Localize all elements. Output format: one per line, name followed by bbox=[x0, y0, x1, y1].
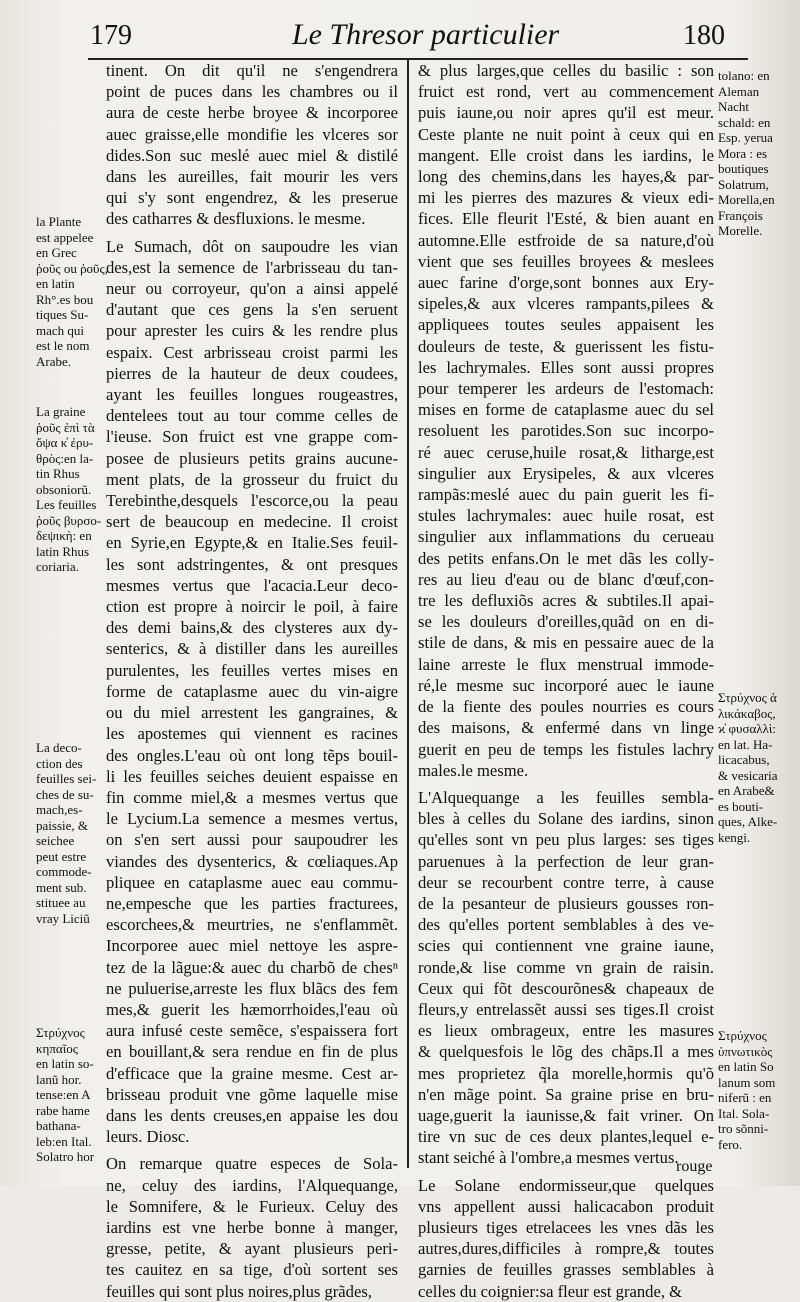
margin-note-line: ction des bbox=[36, 755, 83, 771]
text-line: escorchees,& meurtries, ne s'enflammẽt. bbox=[106, 915, 398, 935]
margin-note-line: λικάκαβος, bbox=[718, 705, 776, 721]
margin-note-line: Solatro hor bbox=[36, 1149, 95, 1164]
text-line: dides.Son suc meslé auec miel & distilé bbox=[106, 145, 398, 165]
margin-note-line: θρὸς:en la- bbox=[36, 450, 94, 466]
text-line: dans les aureilles, fait mourir les vers bbox=[106, 167, 398, 187]
margin-note-line: La deco- bbox=[36, 740, 82, 755]
margin-note-somnifere bbox=[718, 1028, 798, 1152]
margin-note-line: δεψικὴ: en bbox=[36, 528, 92, 543]
margin-note-line: Mora : es bbox=[718, 145, 768, 161]
text-line: automne.Elle estfroide de sa nature,d'où bbox=[418, 230, 714, 250]
margin-note-sumach-decoction bbox=[36, 740, 106, 926]
margin-note-solanum-names bbox=[718, 68, 798, 239]
margin-note-line: ὑπνωτικὸς bbox=[718, 1043, 773, 1059]
margin-note-line: latin Rhus bbox=[36, 543, 90, 559]
margin-note-line: ῥοῦς ἐπὶ τὰ bbox=[36, 419, 95, 435]
text-line: aura infusé ceste semẽce, s'espaissera fort bbox=[106, 1021, 398, 1041]
text-line: fruict est rond, vert au commencement bbox=[418, 82, 714, 102]
text-line: appliquees toutes seules appaisent les bbox=[418, 315, 714, 335]
margin-note-line: es bouti- bbox=[718, 798, 764, 814]
text-line: li les feuilles seiches deuient espaisse en bbox=[106, 766, 398, 786]
text-line: pliquee en cataplasme auec eau commu- bbox=[106, 872, 398, 892]
text-line: mes,& guerit les hæmorrhoides,l'eau où bbox=[106, 999, 398, 1019]
margin-note-line: en latin So bbox=[718, 1059, 774, 1074]
text-line: gresse, petite, & ayant plusieurs peri- bbox=[106, 1239, 398, 1259]
margin-note-line: niferũ : en bbox=[718, 1090, 772, 1105]
text-line: auec graisse,elle mondifie les vlceres sor bbox=[106, 124, 398, 144]
text-line: ne puluerise,arreste les flux blãcs des fem bbox=[106, 978, 398, 998]
text-line: Le Sumach, dôt on saupoudre les vian bbox=[106, 236, 398, 256]
margin-note-line: coriaria. bbox=[36, 559, 79, 574]
text-line: scies qui contiennent vne graine iaune, bbox=[418, 936, 714, 956]
text-column-left bbox=[106, 60, 398, 1302]
margin-note-line: lanũ hor. bbox=[36, 1071, 82, 1087]
margin-note-line: Morelle. bbox=[718, 223, 763, 238]
text-line: forme de cataplasme auec du vin-aigre bbox=[106, 681, 398, 701]
margin-note-line: paissie, & bbox=[36, 817, 88, 833]
text-line: n'en mãge point. Sa graine prise en bru- bbox=[418, 1084, 714, 1104]
text-line: en Syrie,en Egypte,& en Italie.Ses feuil- bbox=[106, 533, 398, 553]
margin-note-line: peut estre bbox=[36, 848, 87, 864]
text-line: tire vn suc de ces deux plantes,lequel e- bbox=[418, 1127, 714, 1147]
text-line: es lieux ombrageux, entre les masures bbox=[418, 1021, 714, 1041]
text-line: ou du miel arrestent les gangraines, & bbox=[106, 703, 398, 723]
margin-note-line: Solatrum, bbox=[718, 176, 769, 192]
text-line: laine arreste le flux menstrual immode- bbox=[418, 654, 714, 674]
running-title: Le Thresor particulier bbox=[292, 18, 560, 51]
text-line: dentelees tout au tour comme celles de bbox=[106, 406, 398, 426]
margin-note-line: lanum som bbox=[718, 1074, 776, 1090]
margin-note-line: en lat. Ha- bbox=[718, 736, 773, 752]
margin-note-line: leb:en Ital. bbox=[36, 1133, 92, 1149]
margin-note-line: ῥοῦς ou ῥοῦς, bbox=[36, 260, 108, 276]
text-line: des maisons, & enfermé dans vn linge bbox=[418, 718, 714, 738]
text-line: le Somnifere, & le Furieux. Celuy des bbox=[106, 1196, 398, 1216]
text-line: senterics, & à distiller dans les aureilles bbox=[106, 639, 398, 659]
text-line: ne, celuy des iardins, l'Alquequange, bbox=[106, 1175, 398, 1195]
text-line: aura de ceste herbe broyee & incorporee bbox=[106, 103, 398, 123]
text-line: paruenues à la perfection de leur gran- bbox=[418, 851, 714, 871]
margin-note-line: ῥοῦς βυρσο- bbox=[36, 512, 102, 528]
text-line: brisseau produit vne gõme laquelle mise bbox=[106, 1084, 398, 1104]
text-line: On remarque quatre especes de Sola- bbox=[106, 1154, 398, 1174]
text-line: les sont adstringentes, & ont presques bbox=[106, 554, 398, 574]
text-line: puis iaune,ou noir apres qu'il est meur. bbox=[418, 103, 714, 123]
margin-note-line: vray Liciũ bbox=[36, 910, 90, 926]
text-line: & plus larges,que celles du basilic : son bbox=[418, 61, 714, 80]
text-line: Incorporee auec miel nettoye les aspre- bbox=[106, 936, 398, 956]
column-divider bbox=[407, 60, 409, 1168]
text-line: l'ieuse. Son fruict est vne grappe com- bbox=[106, 427, 398, 447]
margin-note-line: Arabe. bbox=[36, 353, 72, 369]
text-line: dans les dents creuses,en appaise les dou bbox=[106, 1105, 398, 1125]
text-line: deur se recourbent contre terre, à cause bbox=[418, 872, 714, 892]
text-line: males.le mesme. bbox=[418, 760, 529, 780]
margin-note-line: licacabus, bbox=[718, 752, 770, 767]
margin-note-line: ques, Alke- bbox=[718, 814, 778, 829]
text-line: mi les pierres des mazures & vieux edi- bbox=[418, 188, 714, 208]
text-line: des,est la semence de l'arbrisseau du tan- bbox=[106, 257, 398, 277]
text-line: sert de beaucoup en medecine. Il croist bbox=[106, 512, 398, 532]
text-line: leurs. Diosc. bbox=[106, 1127, 190, 1147]
margin-note-line: ϰ̓ φυσαλλὶ: bbox=[718, 721, 777, 736]
text-line: de la pesanteur de plusieurs gousses ron- bbox=[418, 893, 714, 913]
text-line: posee de plusieurs petits grains aucune- bbox=[106, 448, 398, 468]
text-line: fin comme miel,& a mesmes vertus que bbox=[106, 787, 398, 807]
margin-note-line: la Plante bbox=[36, 214, 82, 229]
margin-note-line: mach qui bbox=[36, 322, 85, 338]
margin-note-line: Nacht bbox=[718, 99, 750, 114]
margin-note-line: La graine bbox=[36, 404, 86, 419]
text-line: le Lycium.La semence a mesmes vertus, bbox=[106, 809, 398, 829]
text-line: en bouillant,& sera rendue en fin de plus bbox=[106, 1042, 398, 1062]
margin-note-line: est appelee bbox=[36, 229, 94, 245]
text-line: garnies de feuilles grasses semblables à bbox=[418, 1260, 714, 1280]
margin-note-line: Aleman bbox=[718, 83, 760, 99]
margin-note-line: ches de su- bbox=[36, 786, 94, 802]
margin-note-line: tin Rhus bbox=[36, 466, 80, 481]
margin-note-line: fero. bbox=[718, 1136, 743, 1152]
text-line: fleurs,y entrelassẽt aussi ses tiges.Il croist bbox=[418, 999, 714, 1019]
text-line: pierres de la hauteur de deux coudees, bbox=[106, 363, 398, 383]
text-line: singulier aux inflammations du cerueau bbox=[418, 527, 714, 547]
text-line: autres,dures,difficiles à rompre,& toutes bbox=[418, 1239, 714, 1259]
margin-note-line: François bbox=[718, 207, 763, 223]
text-line: ré auec ceruse,huile rosat,& litharge,est bbox=[418, 442, 714, 462]
text-line: ment plats, de la grosseur du fruict du bbox=[106, 469, 398, 489]
margin-note-line: ment sub. bbox=[36, 879, 87, 895]
text-line: stant seiché à l'ombre,a mesmes vertus. bbox=[418, 1148, 679, 1168]
text-line: ction est propre à noircir le poil, à faire bbox=[106, 597, 398, 617]
margin-note-sumach-seed bbox=[36, 404, 106, 575]
text-line: mesmes vertus que l'acacia.Leur deco- bbox=[106, 575, 398, 595]
margin-note-sumach-plant bbox=[36, 214, 106, 369]
text-line: ré,le mesme suc incorporé auec le iaune bbox=[418, 675, 714, 695]
text-column-right bbox=[418, 60, 714, 1302]
catchword: rouge bbox=[676, 1158, 713, 1175]
text-line: plusieurs tiges etrelacees les vnes dãs les bbox=[418, 1217, 714, 1237]
text-line: tinent. On dit qu'il ne s'engendrera bbox=[106, 61, 398, 80]
margin-note-halicacabus bbox=[718, 690, 798, 845]
margin-note-line: tiques Su- bbox=[36, 307, 89, 322]
right-page-number: 180 bbox=[683, 20, 725, 51]
text-line: Ceux qui fõt descourõnes& chapeaux de bbox=[418, 978, 714, 998]
text-line: vient que ses feuilles broyees & meslees bbox=[418, 251, 714, 271]
text-line: des petits enfans.On le met dãs les colly- bbox=[418, 548, 714, 568]
text-line: les apostemes qui viennent es racines bbox=[106, 724, 398, 744]
margin-note-line: Στρύχνος bbox=[36, 1025, 85, 1040]
margin-note-line: Ital. Sola- bbox=[718, 1105, 770, 1121]
text-line: uage,guerit la iaunisse,& fait vriner. On bbox=[418, 1105, 714, 1125]
text-line: qu'elles sont vn peu plus larges: ses tiges bbox=[418, 830, 714, 850]
margin-note-line: stituee au bbox=[36, 895, 86, 910]
margin-note-line: κηπαῖος bbox=[36, 1040, 78, 1056]
text-line: Le Solane endormisseur,que quelques bbox=[418, 1175, 714, 1195]
text-line: se les douleurs d'oreilles,quãd on en di- bbox=[418, 612, 714, 632]
margin-note-line: Les feuilles bbox=[36, 497, 97, 512]
margin-note-line: ὄψα κ̓ ἐρυ- bbox=[36, 435, 94, 450]
text-line: Ceste plante ne nuit point à ceux qui en bbox=[418, 124, 714, 144]
margin-note-line: tro sõnni- bbox=[718, 1121, 769, 1136]
margin-note-line: tense:en A bbox=[36, 1087, 91, 1102]
text-line: ayant les feuilles longues rougeastres, bbox=[106, 385, 398, 405]
text-line: iardins est vne herbe bonne à manger, bbox=[106, 1217, 398, 1237]
margin-note-line: seichee bbox=[36, 833, 75, 848]
margin-note-line: en latin so- bbox=[36, 1056, 94, 1071]
text-line: on s'en sert aussi pour saupoudrer les bbox=[106, 830, 398, 850]
text-line: resoluent les parotides.Son suc incorpo- bbox=[418, 421, 714, 441]
margin-note-garden-solanum bbox=[36, 1025, 106, 1165]
text-line: purulentes, les feuilles vertes mises en bbox=[106, 660, 398, 680]
text-line: pour temperer les ardeurs de l'estomach: bbox=[418, 379, 714, 399]
margin-note-line: en latin bbox=[36, 276, 75, 291]
margin-note-line: Στρύχνος ἁ bbox=[718, 690, 777, 705]
text-line: auec farine d'orge,sont bonnes aux Ery- bbox=[418, 273, 714, 293]
margin-note-line: commode- bbox=[36, 864, 92, 879]
margin-note-line: Esp. yerua bbox=[718, 130, 773, 145]
text-line: douleurs de teste, & guerissent les fistu- bbox=[418, 336, 714, 356]
text-line: de la fiente des poules nourries es cours bbox=[418, 697, 714, 717]
margin-note-line: est le nom bbox=[36, 338, 90, 353]
text-line: des qu'elles portent semblables à des ve- bbox=[418, 915, 714, 935]
text-line: L'Alquequange a les feuilles sembla- bbox=[418, 787, 714, 807]
text-line: stile de dans, & mis en pessaire auec de la bbox=[418, 633, 714, 653]
text-line: point de puces dans les chambres ou il bbox=[106, 82, 398, 102]
text-line: ronde,& lise comme vn grain de raisin. bbox=[418, 957, 714, 977]
text-line: sipeles,& aux vlceres rampants,pilees & bbox=[418, 294, 714, 314]
margin-note-line: Morella,en bbox=[718, 192, 775, 207]
left-page-number: 179 bbox=[90, 20, 132, 51]
text-line: celles du coignier:sa fleur est grande, & bbox=[418, 1281, 683, 1301]
margin-note-line: & vesicaria bbox=[718, 767, 778, 783]
text-line: espaix. Cest arbrisseau croist parmi les bbox=[106, 342, 398, 362]
text-line: mangent. Elle croist dans les iardins, le bbox=[418, 145, 714, 165]
text-line: d'efficace que la graine mesme. Cest ar- bbox=[106, 1063, 398, 1083]
text-line: mes proprietez q̃la morelle,hormis qu'õ bbox=[418, 1063, 714, 1083]
text-line: des catharres & desfluxions. le mesme. bbox=[106, 209, 366, 229]
text-line: res au lieu d'eau ou de blanc d'œuf,con- bbox=[418, 569, 714, 589]
margin-note-line: mach,es- bbox=[36, 802, 83, 817]
text-line: fices. Elle fleurit l'Esté, & bien auant en bbox=[418, 209, 714, 229]
margin-note-line: Στρύχνος bbox=[718, 1028, 767, 1043]
text-line: viandes des dysenterics, & cœliaques.Ap bbox=[106, 851, 398, 871]
text-line: Terebinthe,desquels l'escorce,ou la peau bbox=[106, 491, 398, 511]
text-line: tre les defluxiõs acres & subtiles.Il apai- bbox=[418, 591, 714, 611]
margin-note-line: obsoniorũ. bbox=[36, 481, 92, 497]
margin-note-line: tolano: en bbox=[718, 68, 770, 83]
text-line: tes cauitez en sa tige, d'où sortent ses bbox=[106, 1260, 398, 1280]
margin-note-line: boutiques bbox=[718, 161, 769, 176]
text-line: des demi bains,& des clysteres aux dy- bbox=[106, 618, 398, 638]
running-header bbox=[0, 20, 800, 60]
text-line: feuilles qui sont plus noires,plus grãdes, bbox=[106, 1281, 372, 1301]
margin-note-line: feuilles sei- bbox=[36, 771, 97, 786]
text-line: singulier aux Erysipeles, & aux vlceres bbox=[418, 463, 714, 483]
margin-note-line: bathana- bbox=[36, 1118, 81, 1133]
text-line: des ongles.L'eau où ont long tẽps bouil- bbox=[106, 745, 398, 765]
text-line: neur ou corroyeur, qu'on a ainsi appelé bbox=[106, 279, 398, 299]
text-line: mises en forme de cataplasme auec du sel bbox=[418, 400, 714, 420]
text-line: bles à celles du Solane des iardins, sinon bbox=[418, 809, 714, 829]
text-line: stules lachrymales: auec huile rosat, est bbox=[418, 506, 714, 526]
text-line: qui s'y sont engendrez, & les preserue bbox=[106, 188, 398, 208]
text-line: les lachrymales. Elles sont aussi propres bbox=[418, 357, 714, 377]
margin-note-line: en Grec bbox=[36, 245, 77, 260]
margin-note-line: schald: en bbox=[718, 114, 771, 130]
text-line: d'autant que ces gens la s'en seruent bbox=[106, 300, 398, 320]
text-line: pour aprester les cuirs & les rendre plus bbox=[106, 321, 398, 341]
text-line: ne,empesche que les parties fracturees, bbox=[106, 893, 398, 913]
text-line: guerit en peu de temps les fistules lachry bbox=[418, 739, 714, 759]
text-line: & quelquesfois le lõg des chãps.Il a mes bbox=[418, 1042, 714, 1062]
text-line: long des chemins,dans les hayes,& par- bbox=[418, 167, 714, 187]
margin-note-line: kengi. bbox=[718, 829, 751, 845]
text-line: vns appellent aussi halicacabon produit bbox=[418, 1196, 714, 1216]
margin-note-line: Rh°.es bou bbox=[36, 291, 94, 307]
margin-note-line: rabe hame bbox=[36, 1102, 90, 1118]
text-line: rampãs:meslé auec du pain guerit les fi- bbox=[418, 485, 714, 505]
text-line: tez de la lãgue:& auec du charbõ de chesⁿ bbox=[106, 957, 398, 977]
margin-note-line: en Arabe& bbox=[718, 783, 775, 798]
